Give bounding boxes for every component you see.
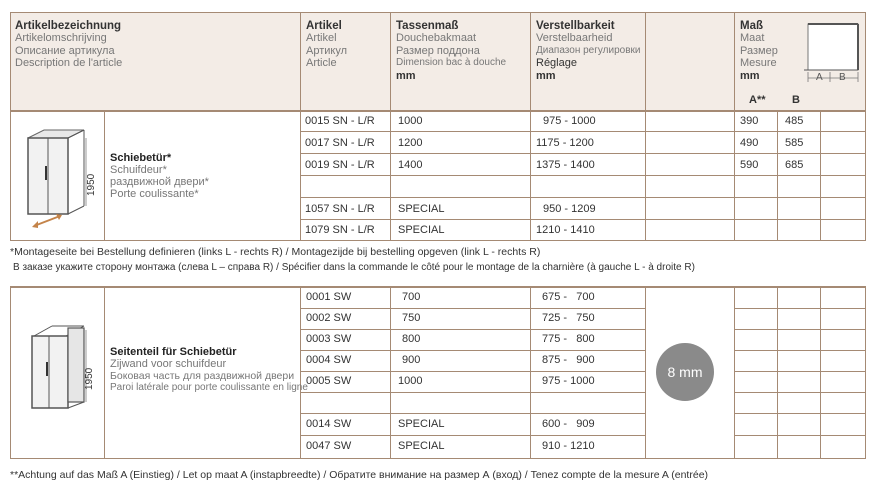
table-row-article: 0005 SW <box>306 375 352 387</box>
grid-line <box>300 350 646 351</box>
mounting-note-ru-fr: В заказе укажите сторону монтажа (слева L – справа R) / Spécifier dans la commande le côté pour le montage de la charnière (à gauche L - à droite R) <box>13 262 695 273</box>
grid-line <box>300 371 646 372</box>
table-row-size: SPECIAL <box>398 418 445 430</box>
grid-line <box>390 287 391 459</box>
product-line: Schuifdeur* <box>110 164 167 176</box>
product-line: Porte coulissante* <box>110 188 199 200</box>
header-title: Maß <box>740 20 763 32</box>
table-row-a: 490 <box>740 137 759 149</box>
header-article-description <box>15 20 122 70</box>
header-bottom-border <box>10 110 866 112</box>
header-top-border <box>10 12 866 13</box>
grid-line <box>10 111 11 240</box>
table-row-range: 1210 - 1410 <box>536 224 595 236</box>
header-line: Artikelomschrijving <box>15 32 107 44</box>
grid-line <box>734 308 866 309</box>
header-measure <box>740 20 778 82</box>
table-row-article: 0014 SW <box>306 418 352 430</box>
table-row-b: 685 <box>785 159 804 171</box>
table-row-b: 585 <box>785 137 804 149</box>
header-title: Artikel <box>306 20 342 32</box>
header-adjustability <box>536 20 641 82</box>
header-line: Réglage <box>536 57 577 69</box>
table-row-range: 910 - 1210 <box>542 440 595 452</box>
grid-line <box>734 350 866 351</box>
header-line: Douchebakmaat <box>396 32 477 44</box>
table-row-article: 1057 SN - L/R <box>305 203 375 215</box>
product-line: Zijwand voor schuifdeur <box>110 358 227 370</box>
grid-line <box>734 392 866 393</box>
header-line: Artikel <box>306 32 337 44</box>
grid-line <box>300 392 646 393</box>
product1-title <box>110 152 209 200</box>
header-divider <box>390 12 391 111</box>
table-row-size: 1000 <box>398 115 423 127</box>
table-row-size: 800 <box>402 333 421 345</box>
product-title: Seitenteil für Schiebetür <box>110 346 237 358</box>
header-divider <box>734 12 735 111</box>
product-line: Боковая часть для раздвижной двери <box>110 370 295 382</box>
header-divider <box>300 12 301 111</box>
table-row-range: 675 - 700 <box>542 291 595 303</box>
diagram-label-b: B <box>839 72 846 83</box>
table-row-article: 0015 SN - L/R <box>305 115 375 127</box>
header-line: Размер поддона <box>396 44 480 57</box>
header-line: Maat <box>740 32 765 44</box>
table-row-b: 485 <box>785 115 804 127</box>
grid-line <box>300 175 866 176</box>
grid-line <box>530 287 531 459</box>
header-tray-size <box>396 20 506 82</box>
grid-line <box>300 329 646 330</box>
table-row-range: 775 - 800 <box>542 333 595 345</box>
table-row-size: 1000 <box>398 375 423 387</box>
table-row-size: SPECIAL <box>398 203 445 215</box>
grid-line <box>300 197 866 198</box>
product-title: Schiebetür* <box>110 152 172 164</box>
height-label: 1950 <box>86 173 97 196</box>
table-row-range: 1175 - 1200 <box>536 137 594 149</box>
header-article <box>306 20 347 70</box>
table-row-size: 700 <box>402 291 421 303</box>
table-row-size: 1200 <box>398 137 423 149</box>
table-row-range: 975 - 1000 <box>542 375 595 387</box>
table-row-article: 0002 SW <box>306 312 352 324</box>
grid-line <box>734 413 866 414</box>
header-sub-a: A** <box>749 94 766 106</box>
table-bottom-border <box>10 458 866 459</box>
shower-tray-diagram <box>800 14 864 86</box>
product-line: раздвижной двери* <box>110 176 209 188</box>
header-line: Article <box>306 57 337 69</box>
header-sub-b: B <box>792 94 800 106</box>
grid-line <box>300 131 866 132</box>
grid-line <box>300 435 646 436</box>
product2-title <box>110 346 308 394</box>
diagram-label-a: A <box>816 72 823 83</box>
table-row-range: 975 - 1000 <box>543 115 596 127</box>
grid-line <box>300 219 866 220</box>
mounting-note: *Montageseite bei Bestellung definieren (links L - rechts R) / Montagezijde bij bestelling opgeven (link L - rechts R) <box>10 246 541 258</box>
header-unit: mm <box>396 69 416 82</box>
header-divider <box>645 12 646 111</box>
table-row-range: 950 - 1209 <box>543 203 596 215</box>
header-divider <box>865 12 866 111</box>
grid-line <box>865 287 866 459</box>
table-row-size: 750 <box>402 312 421 324</box>
table-row-article: 0047 SW <box>306 440 352 452</box>
table-row-range: 725 - 750 <box>542 312 595 324</box>
header-unit: mm <box>536 69 556 82</box>
table-row-range: 1375 - 1400 <box>536 159 595 171</box>
grid-line <box>820 287 821 459</box>
header-title: Verstellbarkeit <box>536 20 615 32</box>
grid-line <box>300 308 646 309</box>
table-bottom-border <box>10 240 866 241</box>
table-row-range: 600 - 909 <box>542 418 595 430</box>
table-row-a: 590 <box>740 159 759 171</box>
glass-thickness-badge: 8 mm <box>656 343 714 401</box>
grid-line <box>734 435 866 436</box>
header-line: Диапазон регулировки <box>536 44 641 56</box>
height-label: 1950 <box>84 367 95 390</box>
table-row-article: 0003 SW <box>306 333 352 345</box>
header-line: Dimension bac à douche <box>396 57 507 68</box>
table-row-article: 1079 SN - L/R <box>305 224 375 236</box>
header-title: Tassenmaß <box>396 20 459 32</box>
table-row-size: 900 <box>402 354 421 366</box>
grid-line <box>300 413 646 414</box>
table-row-article: 0004 SW <box>306 354 352 366</box>
grid-line <box>734 287 735 459</box>
table-row-range: 875 - 900 <box>542 354 595 366</box>
table-row-article: 0001 SW <box>306 291 352 303</box>
header-line: Описание артикула <box>15 44 115 57</box>
header-line: Артикул <box>306 44 348 57</box>
grid-line <box>10 287 11 459</box>
product-line: Paroi latérale pour porte coulissante en ligne <box>110 382 308 393</box>
header-line: Verstelbaarheid <box>536 32 613 44</box>
grid-line <box>104 111 105 240</box>
header-line: Mesure <box>740 57 777 69</box>
header-line: Description de l'article <box>15 57 123 69</box>
grid-line <box>734 329 866 330</box>
header-title: Artikelbezeichnung <box>15 20 122 32</box>
grid-line <box>734 371 866 372</box>
table-row-a: 390 <box>740 115 759 127</box>
table-row-size: 1400 <box>398 159 423 171</box>
header-unit: mm <box>740 69 760 82</box>
table-row-article: 0019 SN - L/R <box>305 159 375 171</box>
grid-line <box>777 287 778 459</box>
table-row-article: 0017 SN - L/R <box>305 137 375 149</box>
grid-line <box>645 287 646 459</box>
table-top-border <box>10 286 866 288</box>
table-row-size: SPECIAL <box>398 224 445 236</box>
table-row-size: SPECIAL <box>398 440 445 452</box>
grid-line <box>300 153 866 154</box>
grid-line <box>104 287 105 459</box>
header-line: Размер <box>740 44 778 57</box>
footnote: **Achtung auf das Maß A (Einstieg) / Let op maat A (instapbreedte) / Обратите внимание на размер А (вход) / Tenez compte de la mesure A (entrée) <box>10 469 709 481</box>
header-divider <box>530 12 531 111</box>
header-divider <box>10 12 11 111</box>
